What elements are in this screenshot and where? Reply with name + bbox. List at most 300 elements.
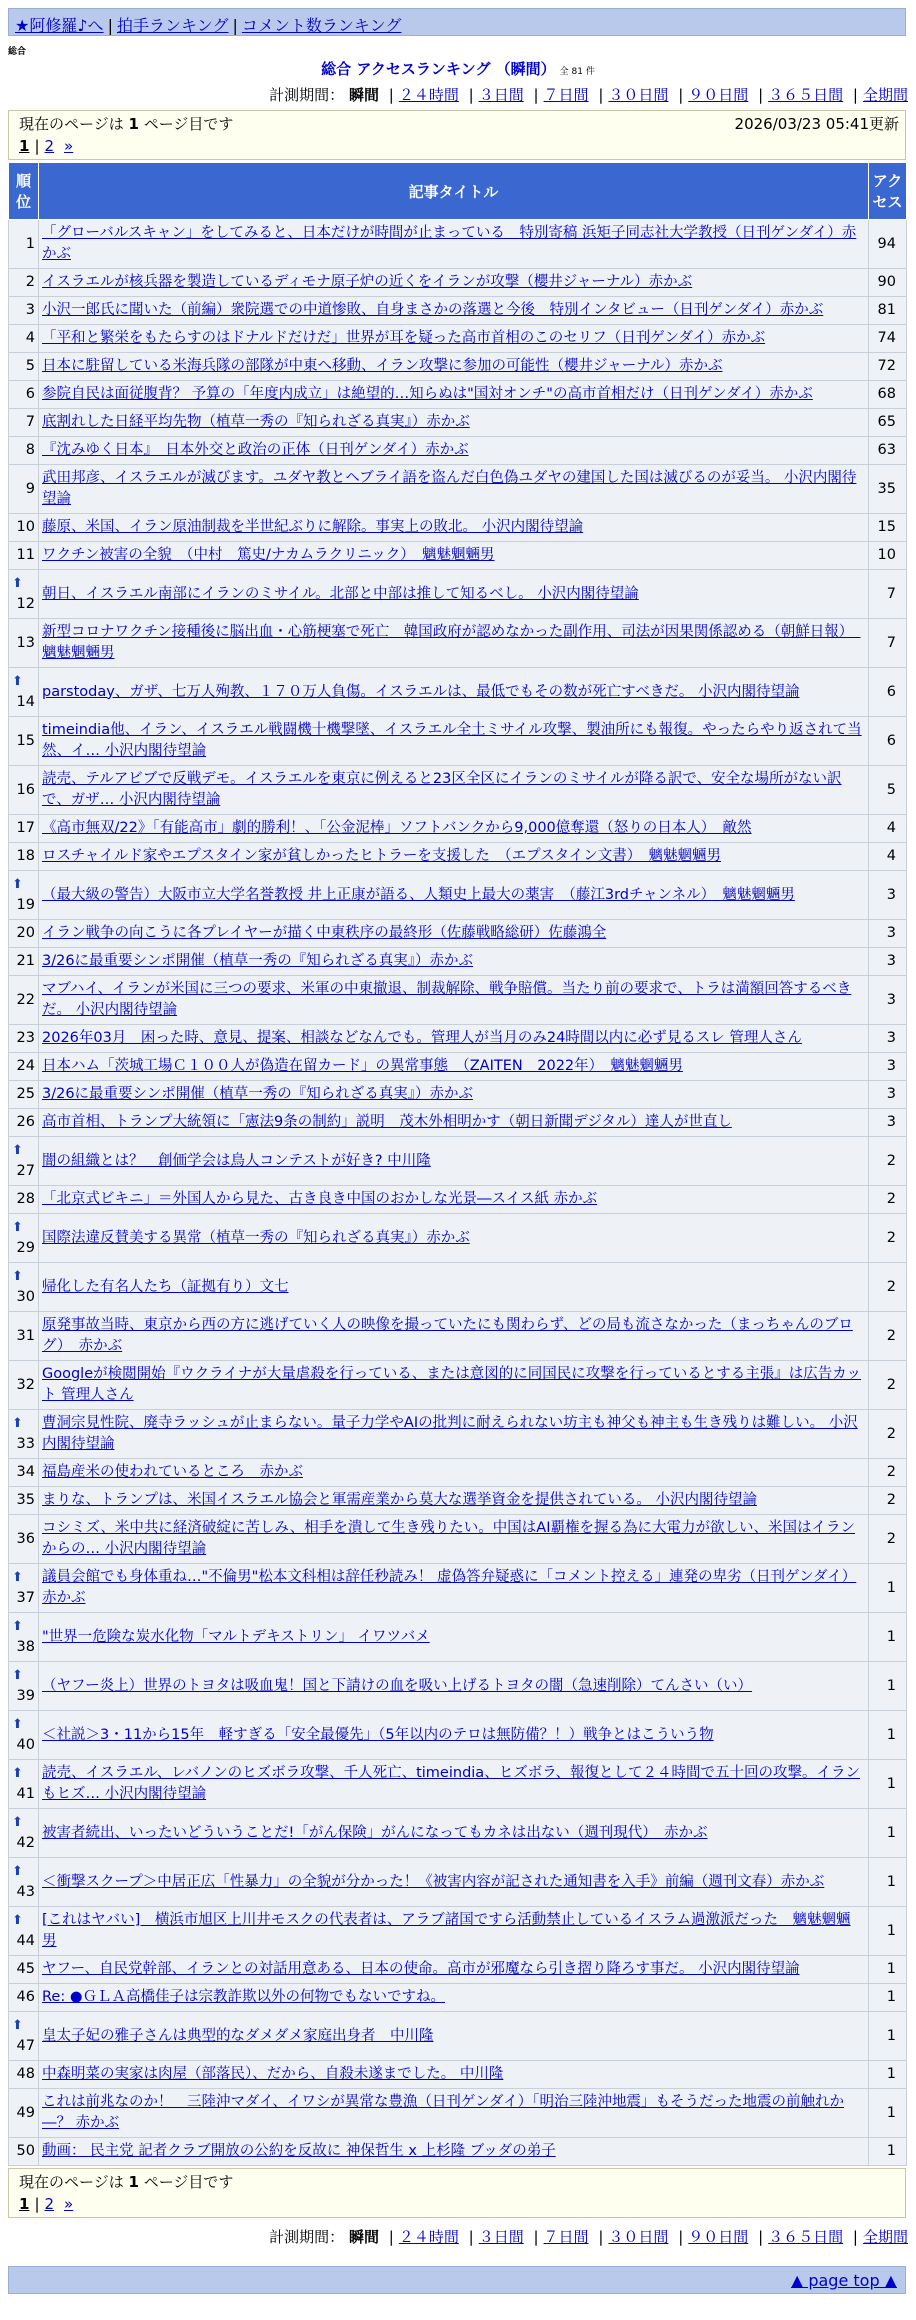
access-count: 10	[869, 542, 907, 570]
title-cell	[39, 1081, 869, 1109]
rank-cell	[9, 1459, 39, 1487]
rank-up-arrow-icon: ⬆	[12, 1766, 23, 1781]
rank-number: 40	[16, 1737, 35, 1753]
page-info-bottom	[8, 2168, 906, 2218]
article-link[interactable]: ワクチン被害の全貌 （中村 篤史/ナカムラクリニック） 魑魅魍魎男	[42, 547, 495, 563]
pagination-page-2[interactable]: 2	[44, 2195, 55, 2213]
rank-number: 3	[25, 302, 35, 318]
article-link[interactable]: 《高市無双/22》「有能高市」劇的勝利！、「公金泥棒」ソフトバンクから9,000億奪還（怒りの日本人） 敵然	[42, 820, 752, 836]
article-link[interactable]: 小沢一郎氏に聞いた（前編）衆院選での中道惨敗、自身まさかの落選と今後 特別インタビュー（日刊ゲンダイ）赤かぶ	[42, 302, 824, 318]
table-row	[9, 948, 907, 976]
page-top-link[interactable]: ▲ page top ▲	[790, 2271, 897, 2290]
title-cell	[39, 1984, 869, 2012]
page-info-suffix: ページ目です	[143, 115, 234, 133]
rank-up-arrow-icon: ⬆	[12, 1619, 23, 1634]
table-row	[9, 920, 907, 948]
title-cell	[39, 1515, 869, 1564]
title-cell	[39, 220, 869, 269]
rank-cell	[9, 1263, 39, 1312]
rank-number: 18	[16, 848, 35, 864]
access-count: 90	[869, 269, 907, 297]
rank-cell	[9, 1109, 39, 1137]
article-link[interactable]: 「平和と繁栄をもたらすのはドナルドだけだ」世界が耳を疑った高市首相のこのセリフ（日刊ゲンダイ）赤かぶ	[42, 330, 766, 346]
title-cell	[39, 2089, 869, 2138]
article-link[interactable]: ロスチャイルド家やエプスタイン家が貧しかったヒトラーを支援した （エプスタイン文書） 魑魅魍魎男	[42, 848, 722, 864]
table-row	[9, 1263, 907, 1312]
rank-number: 17	[16, 820, 35, 836]
access-count: 81	[869, 297, 907, 325]
period-link-30d[interactable]: ３０日間	[608, 2228, 669, 2246]
rank-number: 12	[16, 596, 35, 612]
table-row	[9, 269, 907, 297]
article-link[interactable]: 帰化した有名人たち（証拠有り）文七	[42, 1278, 289, 1295]
nav-link-clap-ranking[interactable]: 拍手ランキング	[116, 16, 229, 35]
rank-number: 22	[16, 991, 35, 1008]
table-row	[9, 619, 907, 668]
rank-number: 13	[16, 634, 35, 651]
title-cell	[39, 1053, 869, 1081]
access-count: 35	[869, 465, 907, 514]
title-cell	[39, 465, 869, 514]
article-link[interactable]: 原発事故当時、東京から西の方に逃げていく人の映像を撮っていたにも関わらず、どの局も流さなかった（まっちゃんのブログ） 赤かぶ	[42, 1317, 853, 1354]
rank-number: 27	[16, 1163, 35, 1179]
rank-cell	[9, 766, 39, 815]
access-count: 1	[869, 1984, 907, 2012]
article-link[interactable]: 『沈みゆく日本』 日本外交と政治の正体（日刊ゲンダイ）赤かぶ	[42, 442, 469, 458]
article-link[interactable]: 新型コロナワクチン接種後に脳出血・心筋梗塞で死亡 韓国政府が認めなかった副作用、司法が因果関係認める（朝鮮日報） 魑魅魍魎男	[42, 624, 861, 661]
article-link[interactable]: ＜衝撃スクープ＞中居正広「性暴力」の全貌が分かった！《被害内容が記された通知書を入手》前編（週刊文春）赤かぶ	[42, 1873, 825, 1890]
rank-number: 29	[16, 1240, 35, 1256]
rank-number: 50	[16, 2143, 35, 2159]
article-link[interactable]: 3/26に最重要シンポ開催（植草一秀の『知られざる真実』）赤かぶ	[42, 953, 473, 969]
title-cell	[39, 1137, 869, 1186]
access-count: 1	[869, 1613, 907, 1662]
rank-number: 14	[16, 694, 35, 710]
title-cell	[39, 1459, 869, 1487]
period-selector-bottom: 計測期間： 瞬間 | ２４時間 | ３日間 | ７日間 | ３０日間 | ９０日間 | ３６５日間 | 全期間	[269, 2228, 908, 2246]
rank-number: 15	[16, 732, 35, 749]
period-label: 計測期間：	[269, 86, 345, 104]
access-count: 4	[869, 815, 907, 843]
table-row	[9, 465, 907, 514]
table-row	[9, 381, 907, 409]
access-count: 2	[869, 1186, 907, 1214]
rank-cell	[9, 542, 39, 570]
rank-up-arrow-icon: ⬆	[12, 1815, 23, 1830]
article-link[interactable]: parstoday、ガザ、七万人殉教、１７０万人負傷。イスラエルは、最低でもその数が死亡すべきだ。 小沢内閣待望論	[42, 683, 800, 700]
table-row	[9, 1858, 907, 1907]
access-count: 1	[869, 2138, 907, 2166]
article-link[interactable]: 闇の組織とは？＿創価学会は鳥人コンテストが好き? 中川隆	[42, 1152, 431, 1169]
table-row	[9, 1109, 907, 1137]
rank-cell	[9, 2089, 39, 2138]
rank-number: 39	[16, 1688, 35, 1704]
article-link[interactable]: マブハイ、イランが米国に三つの要求、米軍の中東撤退、制裁解除、戦争賠償。当たり前の要求で、トラは満額回答するべきだ。 小沢内閣待望論	[42, 981, 852, 1018]
access-count: 2	[869, 1312, 907, 1361]
article-link[interactable]: 被害者続出、いったいどういうことだ!「がん保険」がんになってもカネは出ない（週刊現代） 赤かぶ	[42, 1824, 708, 1841]
article-link[interactable]: ヤフー、自民党幹部、イランとの対話用意ある、日本の使命。高市が邪魔なら引き摺り降ろす事だ。 小沢内閣待望論	[42, 1961, 800, 1977]
table-row	[9, 1053, 907, 1081]
access-count: 1	[869, 1858, 907, 1907]
period-link-7d[interactable]: ７日間	[543, 86, 589, 104]
table-row	[9, 1459, 907, 1487]
table-row	[9, 1025, 907, 1053]
title-cell	[39, 1907, 869, 1956]
table-row	[9, 717, 907, 766]
ranking-table	[8, 162, 907, 2166]
header-access: アクセス	[869, 163, 907, 220]
rank-cell	[9, 514, 39, 542]
rank-number: 33	[16, 1436, 35, 1452]
page-info-top	[8, 110, 906, 160]
rank-number: 37	[16, 1590, 35, 1606]
rank-cell	[9, 717, 39, 766]
rank-cell	[9, 1858, 39, 1907]
top-nav	[8, 8, 906, 36]
rank-cell	[9, 920, 39, 948]
access-count: 3	[869, 920, 907, 948]
rank-cell	[9, 353, 39, 381]
access-count: 74	[869, 325, 907, 353]
rank-cell	[9, 948, 39, 976]
table-row	[9, 297, 907, 325]
article-link[interactable]: 福島産米の使われているところ 赤かぶ	[42, 1464, 303, 1480]
access-count: 1	[869, 1711, 907, 1760]
rank-cell	[9, 1515, 39, 1564]
title-cell	[39, 948, 869, 976]
access-count: 3	[869, 948, 907, 976]
period-link-90d[interactable]: ９０日間	[688, 86, 749, 104]
rank-number: 28	[16, 1191, 35, 1207]
access-count: 4	[869, 843, 907, 871]
rank-up-arrow-icon: ⬆	[12, 1416, 23, 1431]
period-current: 瞬間	[348, 2228, 379, 2246]
table-row	[9, 1907, 907, 1956]
rank-cell	[9, 619, 39, 668]
article-link[interactable]: イスラエルが核兵器を製造しているディモナ原子炉の近くをイランが攻撃（櫻井ジャーナル）赤かぶ	[42, 274, 693, 290]
article-link[interactable]: 武田邦彦、イスラエルが滅びます。ユダヤ教とヘブライ語を盗んだ白色偽ユダヤの建国した国は滅びるのが妥当。 小沢内閣待望論	[42, 470, 857, 507]
page-info-number: 1	[128, 115, 139, 133]
title-cell	[39, 2061, 869, 2089]
article-link[interactable]: 読売、イスラエル、レバノンのヒズボラ攻撃、千人死亡、timeindia、ヒズボラ、報復として２４時間で五十回の攻撃。イランもヒズ… 小沢内閣待望論	[42, 1765, 861, 1802]
title-cell	[39, 619, 869, 668]
rank-number: 8	[25, 442, 35, 458]
access-count: 7	[869, 619, 907, 668]
table-row	[9, 2138, 907, 2166]
title-cell	[39, 353, 869, 381]
rank-cell	[9, 668, 39, 717]
access-count: 1	[869, 2061, 907, 2089]
table-row	[9, 2061, 907, 2089]
article-link[interactable]: 3/26に最重要シンポ開催（植草一秀の『知られざる真実』）赤かぶ	[42, 1086, 473, 1102]
article-link[interactable]: Re: ●ＧＬＡ高橋佳子は宗教詐欺以外の何物でもないですね。	[42, 1989, 445, 2005]
rank-cell	[9, 297, 39, 325]
rank-cell	[9, 437, 39, 465]
article-link[interactable]: まりな、トランプは、米国イスラエル協会と軍需産業から莫大な選挙資金を提供されている。 小沢内閣待望論	[42, 1492, 757, 1508]
rank-up-arrow-icon: ⬆	[12, 877, 23, 892]
table-row	[9, 871, 907, 920]
rank-number: 47	[16, 2038, 35, 2054]
nav-link-comment-ranking[interactable]: コメント数ランキング	[241, 16, 402, 35]
table-row	[9, 1081, 907, 1109]
title-cell	[39, 1361, 869, 1410]
nav-separator: |	[107, 16, 113, 35]
access-count: 2	[869, 1214, 907, 1263]
title-cell	[39, 542, 869, 570]
table-row	[9, 1410, 907, 1459]
table-row	[9, 542, 907, 570]
table-row	[9, 409, 907, 437]
access-count: 3	[869, 1053, 907, 1081]
access-count: 68	[869, 381, 907, 409]
article-link[interactable]: 皇太子妃の雅子さんは典型的なダメダメ家庭出身者 中川隆	[42, 2027, 434, 2044]
table-row	[9, 1984, 907, 2012]
article-link[interactable]: 動画： 民主党 記者クラブ開放の公約を反故に 神保哲生 x 上杉隆 ブッダの弟子	[42, 2143, 556, 2159]
title-cell	[39, 1109, 869, 1137]
article-link[interactable]: 日本ハム「茨城工場Ｃ１００人が偽造在留カード」の異常事態 （ZAITEN 2022年） 魑魅魍魎男	[42, 1058, 683, 1074]
article-link[interactable]: 2026年03月 困った時、意見、提案、相談などなんでも。管理人が当月のみ24時間以内に必ず見るスレ 管理人さん	[42, 1030, 802, 1046]
access-count: 2	[869, 1137, 907, 1186]
table-row	[9, 1487, 907, 1515]
title-cell	[39, 1662, 869, 1711]
article-link[interactable]: これは前兆なのか！ 三陸沖マダイ、イワシが異常な豊漁（日刊ゲンダイ）「明治三陸沖地震」もそうだった地震の前触れか―？ 赤かぶ	[42, 2094, 844, 2131]
access-count: 1	[869, 1564, 907, 1613]
access-count: 72	[869, 353, 907, 381]
rank-cell	[9, 1081, 39, 1109]
header-rank: 順位	[9, 163, 39, 220]
rank-number: 7	[25, 414, 35, 430]
table-row	[9, 976, 907, 1025]
article-link[interactable]: 高市首相、トランプ大統領に「憲法9条の制約」説明 茂木外相明かす（朝日新聞デジタル）達人が世直し	[42, 1114, 732, 1130]
pagination-page-2[interactable]: 2	[44, 137, 55, 155]
title-cell	[39, 1214, 869, 1263]
access-count: 1	[869, 2012, 907, 2061]
article-link[interactable]: timeindia他、イラン、イスラエル戦闘機十機撃墜、イスラエル全土ミサイル攻撃、製油所にも報復。やったらやり返されて当然、イ… 小沢内閣待望論	[42, 722, 862, 759]
nav-link-asyura[interactable]: ★阿修羅♪へ	[15, 16, 104, 35]
table-header-row	[9, 163, 907, 220]
table-row	[9, 1186, 907, 1214]
table-row	[9, 220, 907, 269]
pagination-next[interactable]: »	[64, 2195, 74, 2213]
period-label: 計測期間：	[269, 2228, 345, 2246]
article-link[interactable]: 参院自民は面従腹背？ 予算の「年度内成立」は絶望的…知らぬは"国対オンチ"の高市首相だけ（日刊ゲンダイ）赤かぶ	[42, 386, 813, 402]
article-link[interactable]: "世界一危険な炭水化物「マルトデキストリン」 イワツバメ	[42, 1628, 430, 1645]
title-cell	[39, 871, 869, 920]
article-link[interactable]: 藤原、米国、イラン原油制裁を半世紀ぶりに解除。事実上の敗北。 小沢内閣待望論	[42, 519, 584, 535]
pagination-next[interactable]: »	[64, 137, 74, 155]
rank-up-arrow-icon: ⬆	[12, 2018, 23, 2033]
title-cell	[39, 1858, 869, 1907]
access-count: 1	[869, 1662, 907, 1711]
table-row	[9, 570, 907, 619]
rank-cell	[9, 1984, 39, 2012]
rank-cell	[9, 1564, 39, 1613]
rank-number: 24	[16, 1058, 35, 1074]
rank-cell	[9, 1137, 39, 1186]
table-row	[9, 1361, 907, 1410]
rank-number: 45	[16, 1961, 35, 1977]
rank-number: 36	[16, 1530, 35, 1547]
table-row	[9, 1662, 907, 1711]
rank-number: 49	[16, 2104, 35, 2121]
page-title: 総合 アクセスランキング （瞬間）	[321, 60, 556, 78]
table-row	[9, 2089, 907, 2138]
title-cell	[39, 1487, 869, 1515]
title-cell	[39, 269, 869, 297]
rank-number: 44	[16, 1933, 35, 1949]
table-row	[9, 514, 907, 542]
table-row	[9, 1564, 907, 1613]
title-cell	[39, 381, 869, 409]
article-link[interactable]: イラン戦争の向こうに各プレイヤーが描く中東秩序の最終形（佐藤戦略総研）佐藤鴻全	[42, 925, 607, 941]
period-selector-top: 計測期間： 瞬間 | ２４時間 | ３日間 | ７日間 | ３０日間 | ９０日間 | ３６５日間 | 全期間	[269, 86, 908, 104]
table-row	[9, 766, 907, 815]
rank-number: 26	[16, 1114, 35, 1130]
table-row	[9, 325, 907, 353]
access-count: 3	[869, 1109, 907, 1137]
title-cell	[39, 1809, 869, 1858]
title-cell	[39, 717, 869, 766]
rank-number: 31	[16, 1327, 35, 1344]
title-cell	[39, 1711, 869, 1760]
table-row	[9, 1809, 907, 1858]
pagination-current: 1	[19, 137, 30, 155]
header-title: 記事タイトル	[39, 163, 869, 220]
access-count: 3	[869, 976, 907, 1025]
access-count: 3	[869, 1081, 907, 1109]
article-link[interactable]: 読売、テルアビブで反戦デモ。イスラエルを東京に例えると23区全区にイランのミサイルが降る訳で、安全な場所がない訳で、ガザ… 小沢内閣待望論	[42, 771, 842, 808]
rank-up-arrow-icon: ⬆	[12, 1717, 23, 1732]
article-link[interactable]: 「グローバルスキャン」をしてみると、日本だけが時間が止まっている 特別寄稿 浜矩子同志社大学教授（日刊ゲンダイ）赤かぶ	[42, 225, 857, 262]
period-link-3d[interactable]: ３日間	[478, 2228, 524, 2246]
access-count: 1	[869, 1907, 907, 1956]
article-link[interactable]: ＜社説＞3・11から15年 軽すぎる「安全最優先」（5年以内のテロは無防備？！）戦争とはこういう物	[42, 1726, 714, 1743]
article-link[interactable]: 国際法違反賛美する異常（植草一秀の『知られざる真実』）赤かぶ	[42, 1229, 470, 1246]
rank-cell	[9, 1956, 39, 1984]
access-count: 2	[869, 1410, 907, 1459]
rank-cell	[9, 570, 39, 619]
page-info-prefix: 現在のページは	[19, 2173, 124, 2191]
period-link-365d[interactable]: ３６５日間	[768, 2228, 844, 2246]
updated-timestamp: 2026/03/23 05:41更新	[734, 115, 899, 133]
period-link-24h[interactable]: ２４時間	[398, 86, 459, 104]
nav-separator: |	[232, 16, 238, 35]
title-cell	[39, 1263, 869, 1312]
article-link[interactable]: 日本に駐留している米海兵隊の部隊が中東へ移動、イラン攻撃に参加の可能性（櫻井ジャーナル）赤かぶ	[42, 358, 723, 374]
period-link-all[interactable]: 全期間	[862, 86, 908, 104]
article-link[interactable]: （ヤフー炎上）世界のトヨタは吸血鬼！国と下請けの血を吸い上げるトヨタの闇（急速削除）てんさい（い）	[42, 1677, 753, 1694]
title-cell	[39, 976, 869, 1025]
access-count: 2	[869, 1487, 907, 1515]
access-count: 1	[869, 2089, 907, 2138]
rank-up-arrow-icon: ⬆	[12, 1269, 23, 1284]
rank-number: 30	[16, 1289, 35, 1305]
period-link-365d[interactable]: ３６５日間	[768, 86, 844, 104]
rank-up-arrow-icon: ⬆	[12, 1913, 23, 1928]
article-link[interactable]: 「北京式ビキニ」＝外国人から見た、古き良き中国のおかしな光景―スイス紙 赤かぶ	[42, 1191, 598, 1207]
rank-cell	[9, 1312, 39, 1361]
rank-number: 16	[16, 781, 35, 798]
rank-number: 10	[16, 519, 35, 535]
article-link[interactable]: 曹洞宗見性院、廃寺ラッシュが止まらない。量子力学やAIの批判に耐えられない坊主も神父も神主も生き残りは難しい。 小沢内閣待望論	[42, 1415, 858, 1452]
rank-cell	[9, 269, 39, 297]
access-count: 1	[869, 1956, 907, 1984]
rank-cell	[9, 1487, 39, 1515]
bottom-nav	[8, 2266, 906, 2294]
rank-cell	[9, 1214, 39, 1263]
rank-up-arrow-icon: ⬆	[12, 674, 23, 689]
rank-cell	[9, 1711, 39, 1760]
article-link[interactable]: Googleが検閲開始『ウクライナが大量虐殺を行っている、または意図的に同国民に攻撃を行っているとする主張』は広告カット 管理人さん	[42, 1366, 862, 1403]
access-count: 94	[869, 220, 907, 269]
category-tag: 総合	[8, 47, 27, 57]
rank-up-arrow-icon: ⬆	[12, 1668, 23, 1683]
access-count: 6	[869, 717, 907, 766]
pagination-current: 1	[19, 2195, 30, 2213]
rank-number: 25	[16, 1086, 35, 1102]
article-link[interactable]: [これはヤバい] 横浜市旭区上川井モスクの代表者は、アラブ諸国ですら活動禁止しているイスラム過激派だった 魑魅魍魎男	[42, 1912, 851, 1949]
rank-cell	[9, 976, 39, 1025]
title-cell	[39, 409, 869, 437]
rank-number: 32	[16, 1376, 35, 1393]
rank-cell	[9, 1410, 39, 1459]
title-cell	[39, 1312, 869, 1361]
article-link[interactable]: 朝日、イスラエル南部にイランのミサイル。北部と中部は推して知るべし。 小沢内閣待望論	[42, 585, 639, 602]
period-link-30d[interactable]: ３０日間	[608, 86, 669, 104]
access-count: 3	[869, 1025, 907, 1053]
rank-number: 6	[25, 386, 35, 402]
title-cell	[39, 1186, 869, 1214]
period-link-24h[interactable]: ２４時間	[398, 2228, 459, 2246]
rank-cell	[9, 815, 39, 843]
rank-cell	[9, 2012, 39, 2061]
title-cell	[39, 325, 869, 353]
title-cell	[39, 1025, 869, 1053]
rank-cell	[9, 1662, 39, 1711]
rank-number: 19	[16, 897, 35, 913]
article-link[interactable]: 底割れした日経平均先物（植草一秀の『知られざる真実』）赤かぶ	[42, 414, 470, 430]
article-link[interactable]: 中森明菜の実家は肉屋（部落民）、だから、自殺未遂までした。 中川隆	[42, 2066, 504, 2082]
access-count: 3	[869, 871, 907, 920]
page-title-bar	[0, 58, 916, 79]
rank-up-arrow-icon: ⬆	[12, 576, 23, 591]
title-cell	[39, 514, 869, 542]
rank-number: 2	[25, 274, 35, 290]
article-link[interactable]: コシミズ、米中共に経済破綻に苦しみ、相手を潰して生き残りたい。中国はAI覇権を握る為に大電力が欲しい、米国はイランからの… 小沢内閣待望論	[42, 1520, 855, 1557]
article-link[interactable]: 議員会館でも身体重ね…"不倫男"松本文科相は辞任秒読み！ 虚偽答弁疑惑に「コメント控える」連発の卑劣（日刊ゲンダイ）赤かぶ	[42, 1569, 857, 1606]
rank-cell	[9, 1809, 39, 1858]
period-link-3d[interactable]: ３日間	[478, 86, 524, 104]
access-count: 2	[869, 1263, 907, 1312]
rank-number: 46	[16, 1989, 35, 2005]
title-cell	[39, 2012, 869, 2061]
title-cell	[39, 668, 869, 717]
access-count: 1	[869, 1760, 907, 1809]
rank-number: 41	[16, 1786, 35, 1802]
rank-number: 4	[25, 330, 35, 346]
title-cell	[39, 843, 869, 871]
rank-up-arrow-icon: ⬆	[12, 1864, 23, 1879]
title-cell	[39, 570, 869, 619]
rank-up-arrow-icon: ⬆	[12, 1570, 23, 1585]
table-row	[9, 1312, 907, 1361]
period-link-7d[interactable]: ７日間	[543, 2228, 589, 2246]
period-link-all[interactable]: 全期間	[862, 2228, 908, 2246]
rank-cell	[9, 409, 39, 437]
period-link-90d[interactable]: ９０日間	[688, 2228, 749, 2246]
article-link[interactable]: （最大級の警告）大阪市立大学名誉教授 井上正康が語る、人類史上最大の薬害 （藤江3rdチャンネル） 魑魅魍魎男	[42, 886, 795, 903]
rank-cell	[9, 2061, 39, 2089]
